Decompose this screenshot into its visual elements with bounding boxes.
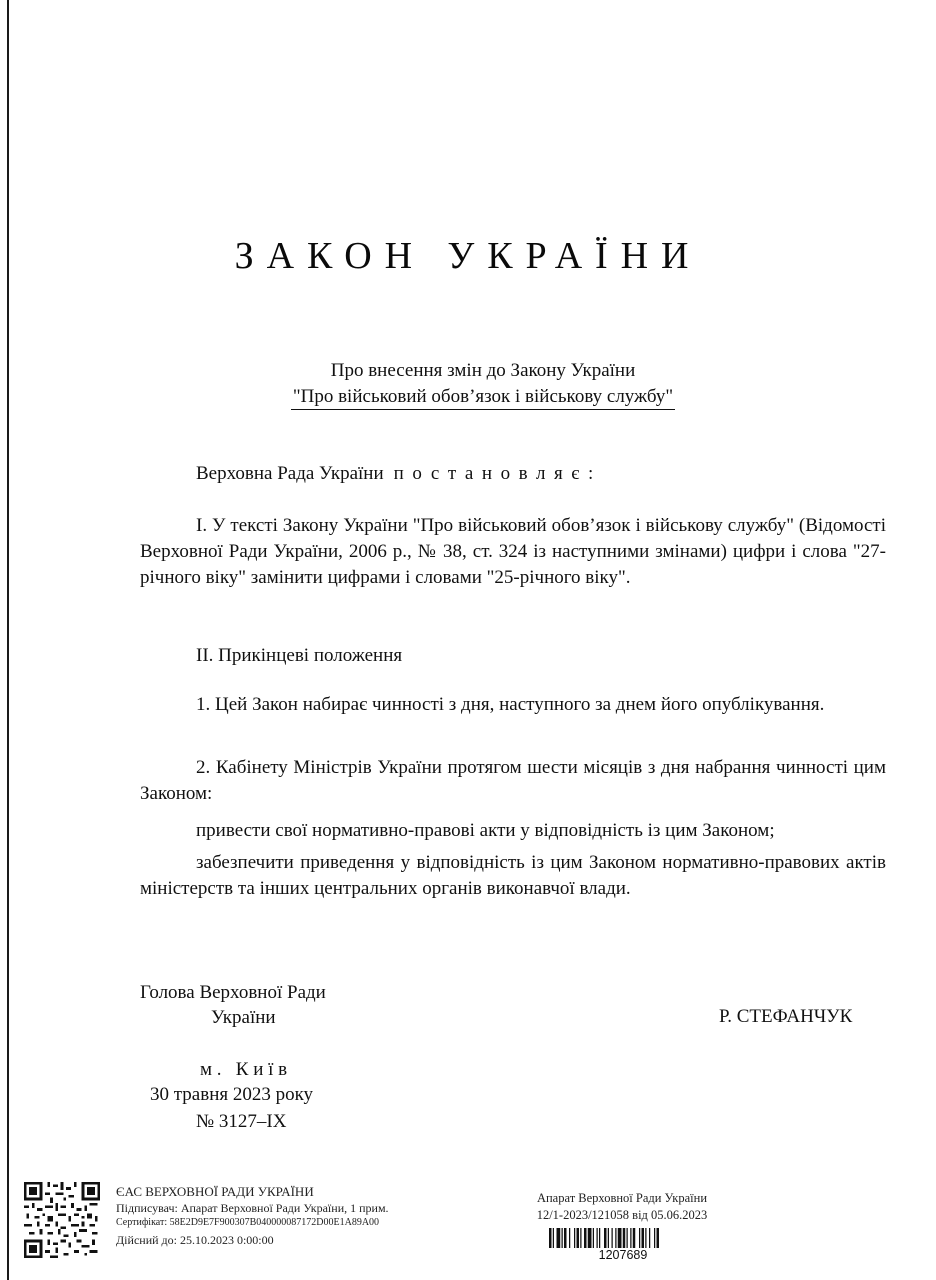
resolves-line <box>196 461 602 487</box>
item-1-paragraph: 1. Цей Закон набирає чинності з дня, наступного за днем його опублікування. <box>196 694 825 715</box>
stamp-signer: Підписувач: Апарат Верховної Ради України, 1 прим. <box>116 1201 389 1215</box>
law-date: 30 травня 2023 року <box>150 1084 314 1105</box>
resolves-prefix: Верховна Рада України <box>196 463 384 484</box>
registration-office: Апарат Верховної Ради України <box>536 1191 708 1205</box>
e-signature-stamp <box>116 1183 389 1250</box>
subtitle-line-2 <box>0 384 936 410</box>
item-2a-paragraph: привести свої нормативно-правові акти у відповідність із цим Законом; <box>196 820 775 841</box>
document-title: ЗАКОН УКРАЇНИ <box>234 235 702 277</box>
signatory-position-line-1: Голова Верховної Ради <box>140 982 326 1003</box>
subtitle-line-1: Про внесення змін до Закону України <box>330 360 636 381</box>
stamp-certificate: Сертифікат: 58E2D9E7F900307B040000087172D00E1A89A00 <box>116 1217 380 1228</box>
qr-code-icon <box>24 1182 100 1258</box>
registration-stamp <box>520 1190 724 1224</box>
city-text: м. Київ <box>200 1059 292 1080</box>
city <box>200 1057 292 1083</box>
page-left-border <box>7 0 9 1280</box>
item-2-paragraph: 2. Кабінету Міністрів України протягом шести місяців з дня набрання чинності цим Законом: <box>140 757 886 804</box>
barcode-number: 1207689 <box>598 1248 648 1262</box>
signatory-name: Р. СТЕФАНЧУК <box>719 1006 853 1027</box>
registration-number: 12/1-2023/121058 від 05.06.2023 <box>536 1208 708 1222</box>
item-2b-paragraph: забезпечити приведення у відповідність із цим Законом нормативно-правових актів міністерств та інших центральних органів виконавчої влади. <box>140 852 886 899</box>
section-2-heading: II. Прикінцеві положення <box>196 645 403 666</box>
stamp-system-name: ЄАС ВЕРХОВНОЇ РАДИ УКРАЇНИ <box>116 1184 314 1199</box>
law-number: № 3127–IX <box>196 1111 287 1132</box>
stamp-valid-until: Дійсний до: 25.10.2023 0:00:00 <box>116 1233 274 1247</box>
barcode-icon <box>549 1228 697 1248</box>
subtitle-underlined-text: "Про військовий обов’язок і військову службу" <box>291 386 675 410</box>
signatory-position-line-2: України <box>211 1007 276 1028</box>
resolves-word: постановляє: <box>393 463 602 484</box>
section-1-paragraph: I. У тексті Закону України "Про військовий обов’язок і військову службу" (Відомості Верховної Ради України, 2006 р., № 38, ст. 324 із наступними змінами) цифри і слова "27-річного віку" замінити цифрами і словами "25-річного віку". <box>140 515 886 588</box>
